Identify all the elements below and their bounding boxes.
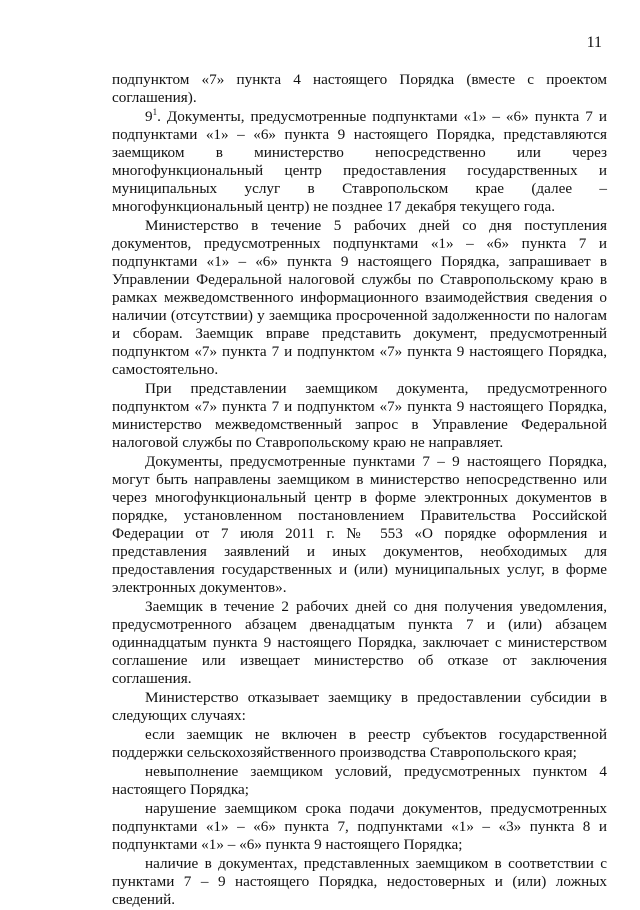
paragraph-text: нарушение заемщиком срока подачи документов, предусмотренных подпунктами «1» – «6» пункта 7, подпунктами «1» – «3» пункта 8 и подпунктами «1» – «6» пункта 9 настоящего Порядка;: [112, 800, 607, 853]
list-item: [112, 726, 607, 762]
paragraph: [112, 689, 607, 725]
paragraph: [112, 453, 607, 597]
page-number: 11: [586, 34, 602, 51]
paragraph-text: подпунктом «7» пункта 4 настоящего Порядка (вместе с проектом соглашения).: [112, 71, 607, 106]
list-item: [112, 855, 607, 909]
paragraph-text: Заемщик в течение 2 рабочих дней со дня получения уведомления, предусмотренного абзацем двенадцатым пункта 7 и (или) абзацем одиннадцатым пункта 9 настоящего Порядка, заключает с министерством соглашение или извещает министерство об отказе от заключения соглашения.: [112, 598, 607, 687]
paragraph-number: 9: [145, 108, 153, 125]
paragraph-text: невыполнение заемщиком условий, предусмотренных пунктом 4 настоящего Порядка;: [112, 763, 607, 798]
paragraph: [112, 598, 607, 688]
paragraph-text: . Документы, предусмотренные подпунктами «1» – «6» пункта 7 и подпунктами «1» – «6» пункта 9 настоящего Порядка, представляются заемщиком в министерство непосредственно или через многофункциональный центр предоставления государственных и муниципальных услуг в Ставропольском крае (далее – многофункциональный центр) не позднее 17 декабря текущего года.: [112, 108, 607, 215]
paragraph-text: наличие в документах, представленных заемщиком в соответствии с пунктами 7 – 9 настоящего Порядка, недостоверных и (или) ложных сведений.: [112, 855, 607, 908]
list-item: [112, 763, 607, 799]
paragraph-text: Министерство в течение 5 рабочих дней со дня поступления документов, предусмотренных подпунктами «1» – «6» пункта 7 и подпунктами «1» – «6» пункта 9 настоящего Порядка, запрашивает в Управлении Федеральной налоговой службы по Ставропольскому краю в рамках межведомственного информационного взаимодействия сведения о наличии (отсутствии) у заемщика просроченной задолженности по налогам и сборам. Заемщик вправе представить документ, предусмотренный подпунктом «7» пункта 7 и подпунктом «7» пункта 9 настоящего Порядка, самостоятельно.: [112, 217, 607, 378]
paragraph: [112, 380, 607, 452]
paragraph-number-superscript: 1: [152, 107, 158, 117]
paragraph-9-1: [112, 108, 607, 216]
list-item: [112, 800, 607, 854]
paragraph-text: При представлении заемщиком документа, предусмотренного подпунктом «7» пункта 7 и подпунктом «7» пункта 9 настоящего Порядка, министерство межведомственный запрос в Управление Федеральной налоговой службы по Ставропольскому краю не направляет.: [112, 380, 607, 451]
paragraph: [112, 217, 607, 379]
paragraph-text: Министерство отказывает заемщику в предоставлении субсидии в следующих случаях:: [112, 689, 607, 724]
paragraph-continuation: [112, 71, 607, 107]
paragraph-text: Документы, предусмотренные пунктами 7 – 9 настоящего Порядка, могут быть направлены заемщиком в министерство непосредственно или через многофункциональный центр в форме электронных документов в порядке, установленном постановлением Правительства Российской Федерации от 7 июля 2011 г. № 553 «О порядке оформления и представления заявлений и иных документов, необходимых для предоставления государственных и (или) муниципальных услуг, в форме электронных документов».: [112, 453, 607, 596]
document-body: [112, 71, 607, 910]
paragraph-text: если заемщик не включен в реестр субъектов государственной поддержки сельскохозяйственного производства Ставропольского края;: [112, 726, 607, 761]
